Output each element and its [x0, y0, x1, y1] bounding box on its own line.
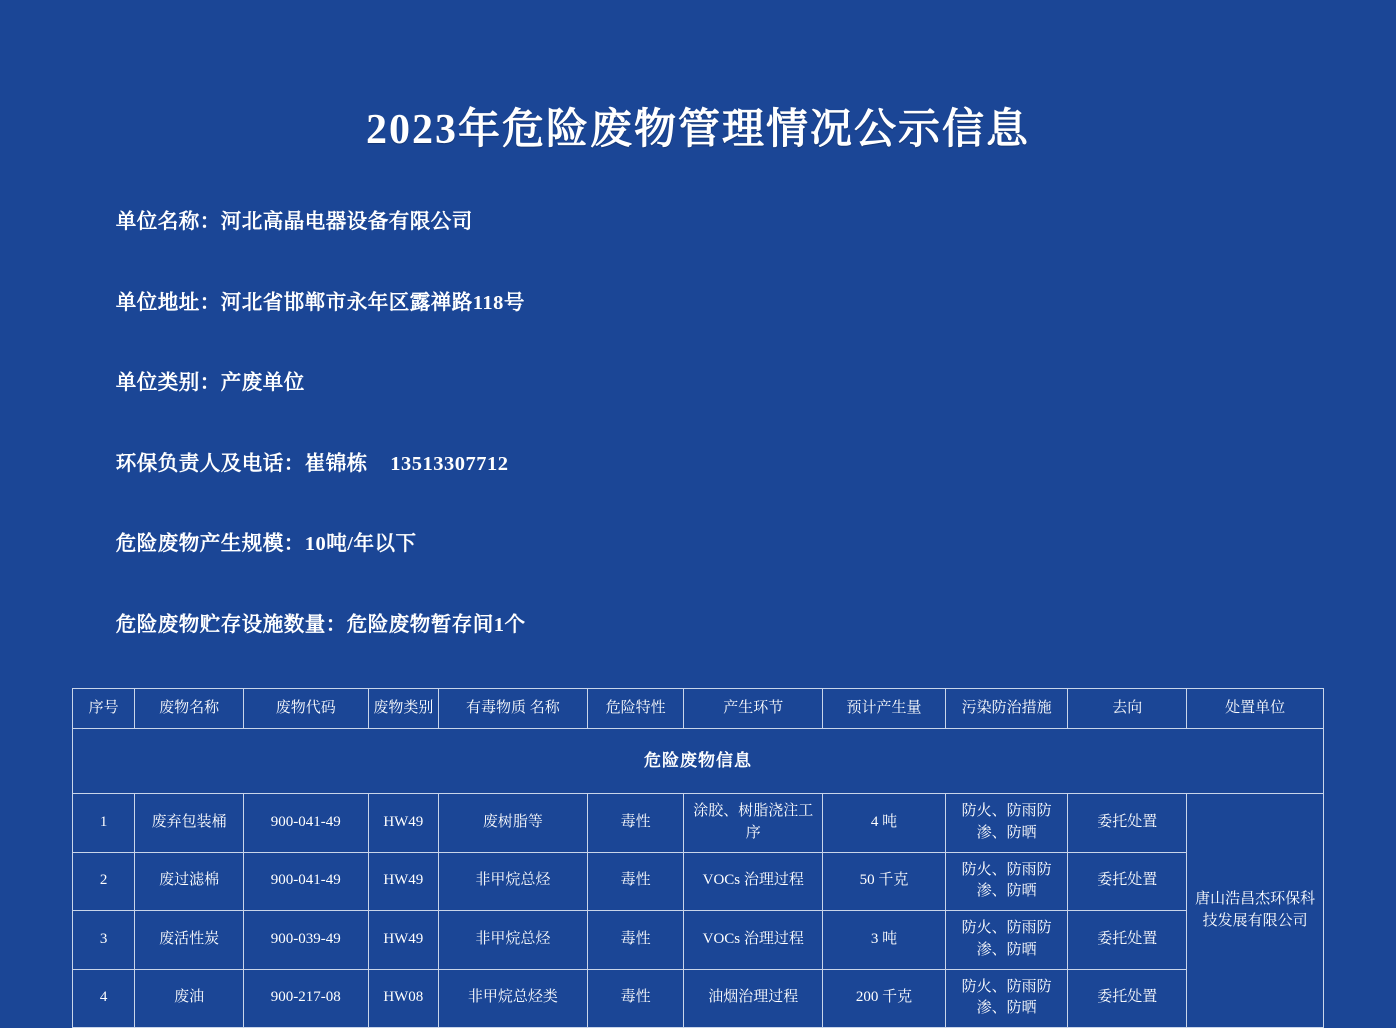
table-header [73, 689, 1324, 729]
cell-hazard-property: 毒性 [587, 794, 684, 853]
info-row-company-name [82, 182, 1324, 263]
cell-index: 1 [73, 794, 135, 853]
info-value-storage-facilities: 危险废物暂存间1个 [346, 613, 526, 636]
cell-generation-stage: 油烟治理过程 [684, 969, 823, 1028]
page-title: 2023年危险废物管理情况公示信息 [365, 107, 1030, 153]
table-row [73, 852, 1324, 911]
cell-disposal-unit: 唐山浩昌杰环保科技发展有限公司 [1187, 794, 1324, 1028]
cell-destination: 委托处置 [1068, 969, 1187, 1028]
column-header-disposal-unit: 处置单位 [1187, 689, 1324, 729]
column-header-waste-name: 废物名称 [135, 689, 244, 729]
column-header-index: 序号 [73, 689, 135, 729]
info-row-company-category [82, 343, 1324, 424]
cell-toxic-substance: 非甲烷总烃 [439, 911, 588, 970]
cell-toxic-substance: 废树脂等 [439, 794, 588, 853]
info-row-generation-scale [82, 504, 1324, 585]
cell-waste-name: 废活性炭 [135, 911, 244, 970]
table-caption: 危险废物信息 [73, 729, 1324, 794]
column-header-waste-category: 废物类别 [368, 689, 438, 729]
cell-waste-name: 废弃包装桶 [135, 794, 244, 853]
cell-waste-category: HW49 [368, 852, 438, 911]
cell-generation-stage: 涂胶、树脂浇注工序 [684, 794, 823, 853]
info-label-company-address: 单位地址： [115, 291, 221, 314]
table-row [73, 794, 1324, 853]
info-label-company-name: 单位名称： [115, 211, 221, 233]
cell-waste-code: 900-217-08 [243, 969, 368, 1028]
cell-estimated-amount: 3 吨 [823, 911, 946, 970]
info-label-company-category: 单位类别： [115, 372, 221, 394]
info-row-contact [82, 424, 1324, 505]
cell-waste-code: 900-039-49 [243, 911, 368, 970]
column-header-control-measures: 污染防治措施 [945, 689, 1068, 729]
cell-destination: 委托处置 [1068, 911, 1187, 970]
table-row [73, 911, 1324, 970]
column-header-estimated-amount: 预计产生量 [823, 689, 946, 729]
cell-control-measures: 防火、防雨防渗、防晒 [945, 969, 1068, 1028]
cell-waste-category: HW49 [368, 794, 438, 853]
cell-hazard-property: 毒性 [587, 852, 684, 911]
cell-hazard-property: 毒性 [587, 969, 684, 1028]
column-header-toxic-substance: 有毒物质 名称 [439, 689, 588, 729]
table-body [73, 794, 1324, 1028]
info-row-storage-facilities [82, 585, 1324, 666]
column-header-destination: 去向 [1068, 689, 1187, 729]
cell-waste-name: 废过滤棉 [135, 852, 244, 911]
cell-toxic-substance: 非甲烷总烃类 [439, 969, 588, 1028]
cell-control-measures: 防火、防雨防渗、防晒 [945, 911, 1068, 970]
cell-index: 4 [73, 969, 135, 1028]
hazardous-waste-table [72, 688, 1324, 1028]
cell-waste-code: 900-041-49 [243, 852, 368, 911]
cell-estimated-amount: 4 吨 [823, 794, 946, 853]
cell-hazard-property: 毒性 [587, 911, 684, 970]
info-label-storage-facilities: 危险废物贮存设施数量： [115, 613, 347, 636]
cell-waste-category: HW08 [368, 969, 438, 1028]
cell-estimated-amount: 200 千克 [823, 969, 946, 1028]
column-header-hazard-property: 危险特性 [587, 689, 684, 729]
cell-toxic-substance: 非甲烷总烃 [439, 852, 588, 911]
cell-waste-category: HW49 [368, 911, 438, 970]
cell-waste-code: 900-041-49 [243, 794, 368, 853]
table-caption-row [73, 729, 1324, 794]
column-header-generation-stage: 产生环节 [684, 689, 823, 729]
column-header-waste-code: 废物代码 [243, 689, 368, 729]
info-value-company-name: 河北高晶电器设备有限公司 [220, 211, 473, 233]
company-info-list [72, 182, 1324, 665]
cell-waste-name: 废油 [135, 969, 244, 1028]
cell-destination: 委托处置 [1068, 852, 1187, 911]
cell-generation-stage: VOCs 治理过程 [684, 911, 823, 970]
info-label-contact: 环保负责人及电话： [115, 452, 305, 475]
cell-generation-stage: VOCs 治理过程 [684, 852, 823, 911]
table-row [73, 969, 1324, 1028]
cell-estimated-amount: 50 千克 [823, 852, 946, 911]
info-value-company-category: 产废单位 [220, 372, 305, 394]
cell-index: 2 [73, 852, 135, 911]
cell-control-measures: 防火、防雨防渗、防晒 [945, 794, 1068, 853]
cell-destination: 委托处置 [1068, 794, 1187, 853]
cell-index: 3 [73, 911, 135, 970]
info-value-contact: 崔锦栋 13513307712 [304, 452, 509, 475]
table-header-row [73, 689, 1324, 729]
info-value-company-address: 河北省邯郸市永年区露禅路118号 [220, 291, 525, 314]
cell-control-measures: 防火、防雨防渗、防晒 [945, 852, 1068, 911]
info-value-generation-scale: 10吨/年以下 [304, 533, 417, 555]
info-label-generation-scale: 危险废物产生规模： [115, 533, 305, 555]
info-row-company-address [82, 263, 1324, 344]
